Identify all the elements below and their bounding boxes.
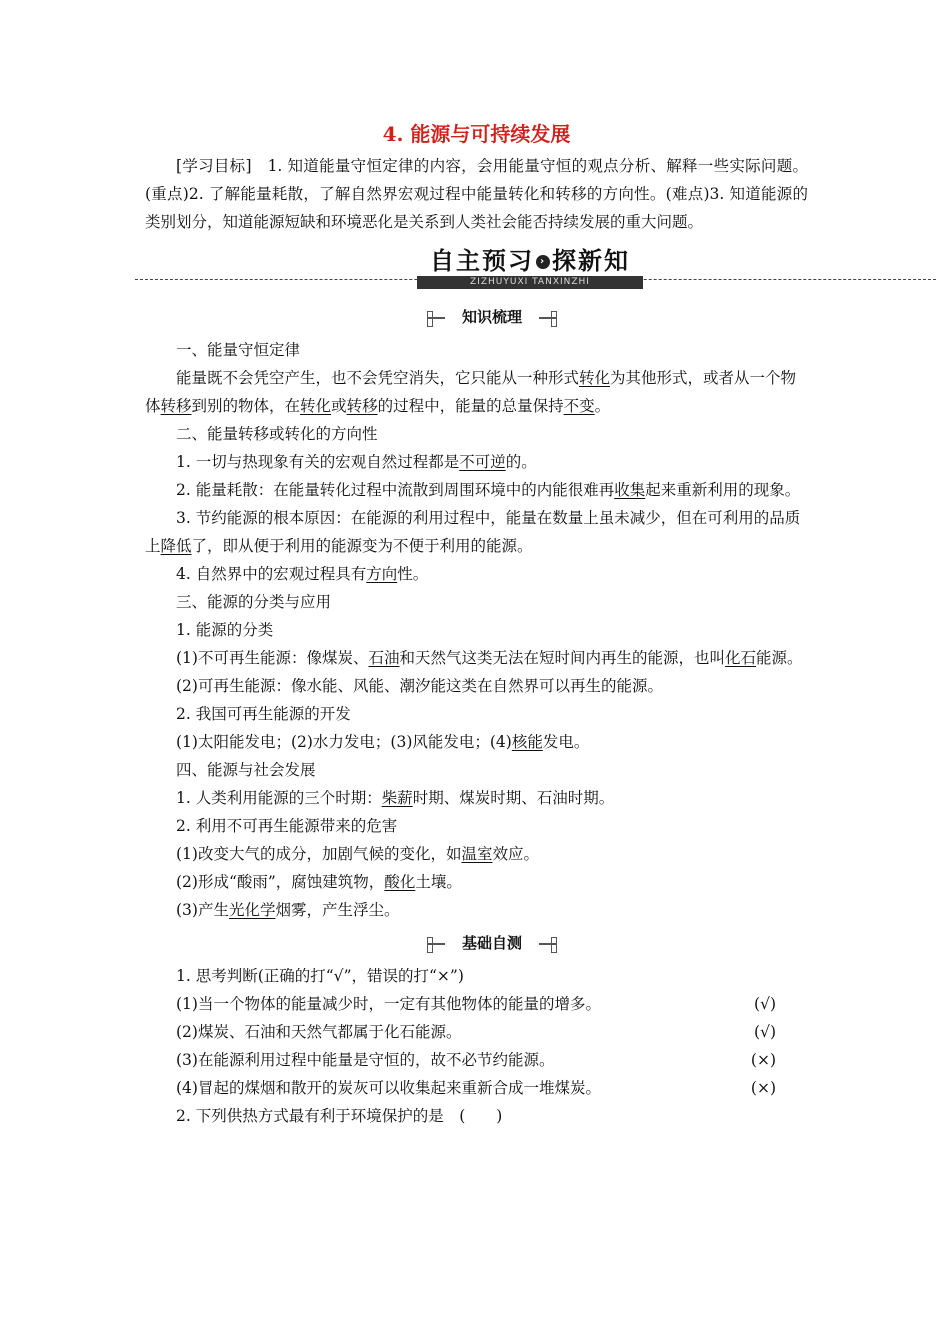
paragraph-8: (2)可再生能源：像水能、风能、潮汐能这类在自然界可以再生的能源。 [176, 677, 663, 695]
goals-label: [学习目标] [176, 157, 252, 175]
banner-pinyin: ZIZHUYUXI TANXINZHI [417, 276, 643, 289]
document-page [145, 118, 808, 1130]
section-banner [135, 242, 818, 298]
paragraph-9: 2. 我国可再生能源的开发 [176, 705, 351, 723]
heading-3: 三、能源的分类与应用 [176, 593, 332, 611]
paragraph-2: 1. 一切与热现象有关的宏观自然过程都是不可逆的。 [176, 453, 537, 471]
paragraph-6: 1. 能源的分类 [176, 621, 274, 639]
heading-1: 一、能量守恒定律 [176, 341, 301, 359]
quiz-item: (4)冒起的煤烟和散开的炭灰可以收集起来重新合成一堆煤炭。 (×) [176, 1079, 776, 1097]
paragraph-15: (3)产生光化学烟雾，产生浮尘。 [176, 901, 400, 919]
quiz-item: (2)煤炭、石油和天然气都属于化石能源。 (√) [176, 1023, 776, 1041]
quiz-item: (1)当一个物体的能量减少时，一定有其他物体的能量的增多。 (√) [176, 995, 776, 1013]
paragraph-7: (1)不可再生能源：像煤炭、石油和天然气这类无法在短时间内再生的能源，也叫化石能源。 [176, 649, 803, 667]
quiz-item: (3)在能源利用过程中能量是守恒的，故不必节约能源。 (×) [176, 1051, 776, 1069]
heading-4: 四、能源与社会发展 [176, 761, 316, 779]
quiz-question-2: 2. 下列供热方式最有利于环境保护的是 ( ) [176, 1107, 503, 1125]
paragraph-4: 3. 节约能源的根本原因：在能源的利用过程中，能量在数量上虽未减少，但在可利用的品质上降低了，即从便于利用的能源变为不便于利用的能源。 [145, 509, 801, 555]
section-heading-knowledge: 知识梳理 [145, 304, 808, 334]
goals-text: 1. 知道能量守恒定律的内容，会用能量守恒的观点分析、解释一些实际问题。(重点)2. 了解能量耗散，了解自然界宏观过程中能量转化和转移的方向性。(难点)3. 知道能源的类别划分，知道能源短缺和环境恶化是关系到人类社会能否持续发展的重大问题。 [145, 157, 808, 231]
quiz-question-1: 1. 思考判断(正确的打“√”，错误的打“×”) [176, 967, 464, 985]
page-title: 4. 能源与可持续发展 [382, 122, 571, 146]
paragraph-13: (1)改变大气的成分，加剧气候的变化，如温室效应。 [176, 845, 539, 863]
chevron-right-icon: › [536, 255, 550, 269]
heading-2: 二、能量转移或转化的方向性 [176, 425, 378, 443]
paragraph-10: (1)太阳能发电；(2)水力发电；(3)风能发电；(4)核能发电。 [176, 733, 590, 751]
banner-left-text: 自主预习 [430, 247, 534, 275]
paragraph-12: 2. 利用不可再生能源带来的危害 [176, 817, 398, 835]
section-heading-selftest: 基础自测 [145, 930, 808, 960]
learning-goals [145, 152, 808, 236]
paragraph-5: 4. 自然界中的宏观过程具有方向性。 [176, 565, 429, 583]
paragraph-14: (2)形成“酸雨”，腐蚀建筑物，酸化土壤。 [176, 873, 462, 891]
paragraph-11: 1. 人类利用能源的三个时期：柴薪时期、煤炭时期、石油时期。 [176, 789, 615, 807]
banner-right-text: 探新知 [552, 247, 630, 275]
paragraph-3: 2. 能量耗散：在能量转化过程中流散到周围环境中的内能很难再收集起来重新利用的现象。 [176, 481, 801, 499]
paragraph-1: 能量既不会凭空产生，也不会凭空消失，它只能从一种形式转化为其他形式，或者从一个物体转移到别的物体，在转化或转移的过程中，能量的总量保持不变。 [145, 369, 797, 415]
